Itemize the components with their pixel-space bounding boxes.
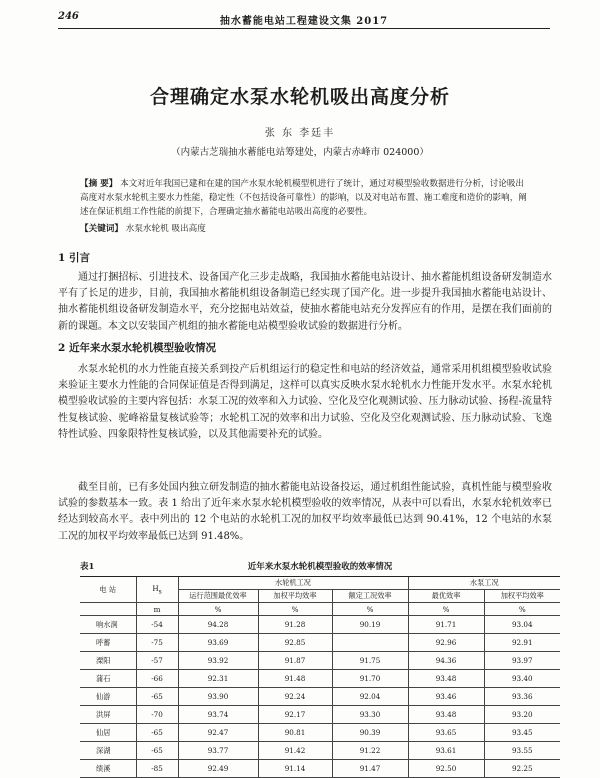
hs-cell: -65 xyxy=(136,724,178,742)
intro-paragraph: 通过打捆招标、引进技术、设备国产化三步走战略，我国抽水蓄能电站设计、抽水蓄能机组设备研发制造水平有了长足的进步，目前，我国抽水蓄能机组设备制造已经实现了国产化。进一步提升我国抽水蓄能电站设计、抽水蓄能机组设备研发制造水平，充分挖掘电站效益，使抽水蓄能电站充分发挥应有的作用，是摆在我们面前的新的课题。本文以安装国产机组的抽水蓄能电站模型验收试验的数据进行分析。 xyxy=(58,272,552,332)
section-heading-model: 2 近年来水泵水轮机模型验收情况 xyxy=(58,342,216,354)
value-cell: 92.17 xyxy=(258,706,332,724)
col-hs-subscript: s xyxy=(158,588,162,596)
table-row xyxy=(80,670,560,688)
unit-cell: % xyxy=(408,603,484,616)
keywords-label: 【关键词】 xyxy=(80,224,123,234)
unit-cell xyxy=(80,603,136,616)
value-cell: 93.45 xyxy=(484,724,560,742)
hs-cell: -66 xyxy=(136,670,178,688)
value-cell: 93.77 xyxy=(178,742,258,760)
value-cell: 93.61 xyxy=(408,742,484,760)
unit-cell: % xyxy=(332,603,408,616)
hs-cell: -65 xyxy=(136,742,178,760)
table-row xyxy=(80,616,560,634)
value-cell: 91.42 xyxy=(258,742,332,760)
value-cell: 92.50 xyxy=(408,760,484,778)
value-cell: 92.91 xyxy=(484,634,560,652)
value-cell: 91.70 xyxy=(332,670,408,688)
hs-cell: -70 xyxy=(136,706,178,724)
value-cell: 93.48 xyxy=(408,670,484,688)
value-cell: 93.40 xyxy=(484,670,560,688)
col-hs-header xyxy=(136,577,178,603)
value-cell: 93.46 xyxy=(408,688,484,706)
table-title: 近年来水泵水轮机模型验收的效率情况 xyxy=(247,562,393,572)
table-row xyxy=(80,634,560,652)
value-cell: 93.36 xyxy=(484,688,560,706)
value-cell: 92.96 xyxy=(408,634,484,652)
unit-cell: % xyxy=(178,603,258,616)
page-number: 246 xyxy=(58,11,79,22)
col-hs-symbol: H xyxy=(152,583,159,593)
station-cell: 溧阳 xyxy=(80,652,136,670)
table-row xyxy=(80,652,560,670)
table-caption xyxy=(80,560,560,574)
section2-paragraph-2: 截至目前，已有多处国内独立研发制造的抽水蓄能电站设备投运，通过机组性能试验，真机性能与模型验收试验的参数基本一致。表 1 给出了近年来水泵水轮机模型验收的效率情况，从表中可以看出，水泵水轮机效率已经达到较高水平。表中列出的 12 个电站的水轮机工况的加权平均效率最低已达到 90.41%，12 个电站的水泵工况的加权平均效率最低已达到 91.48%。 xyxy=(58,482,552,542)
value-cell: 91.22 xyxy=(332,742,408,760)
section2-paragraph-1: 水泵水轮机的水力性能直接关系到投产后机组运行的稳定性和电站的经济效益，通常采用机组模型验收试验来验证主要水力性能的合同保证值是否得到满足，这样可以真实反映水泵水轮机水力性能开发水平。水泵水轮机模型验收试验的主要内容包括：水泵工况的效率和入力试验、空化及空化观测试验、压力脉动试验、扬程-流量特性复核试验、驼峰裕量复核试验等；水轮机工况的效率和出力试验、空化及空化观测试验、压力脉动试验、飞逸特性试验、四象限特性复核试验，以及其他需要补充的试验。 xyxy=(58,364,552,440)
value-cell: 90.81 xyxy=(258,724,332,742)
value-cell: 91.87 xyxy=(258,652,332,670)
efficiency-table xyxy=(80,576,560,778)
subheader: 运行范围最优效率 xyxy=(178,590,258,603)
keywords xyxy=(80,222,530,234)
unit-cell: % xyxy=(258,603,332,616)
value-cell: 93.97 xyxy=(484,652,560,670)
station-cell: 仙游 xyxy=(80,688,136,706)
value-cell: 91.75 xyxy=(332,652,408,670)
station-cell: 洪屏 xyxy=(80,706,136,724)
value-cell: 92.04 xyxy=(332,688,408,706)
pump-group-header: 水泵工况 xyxy=(408,577,560,590)
value-cell: 91.28 xyxy=(258,616,332,634)
value-cell: 92.25 xyxy=(484,760,560,778)
value-cell: 91.71 xyxy=(408,616,484,634)
value-cell: 92.47 xyxy=(178,724,258,742)
paper-title: 合理确定水泵水轮机吸出高度分析 xyxy=(149,86,450,108)
table-number: 表1 xyxy=(80,562,95,572)
subheader: 额定工况效率 xyxy=(332,590,408,603)
value-cell: 93.48 xyxy=(408,706,484,724)
value-cell: 92.49 xyxy=(178,760,258,778)
value-cell: 93.20 xyxy=(484,706,560,724)
unit-cell: m xyxy=(136,603,178,616)
running-header xyxy=(58,10,550,29)
table-row xyxy=(80,742,560,760)
hs-cell: -75 xyxy=(136,634,178,652)
subheader: 加权平均效率 xyxy=(484,590,560,603)
turbine-group-header: 水轮机工况 xyxy=(178,577,408,590)
station-cell: 呼蓄 xyxy=(80,634,136,652)
station-cell: 仙居 xyxy=(80,724,136,742)
value-cell: 90.39 xyxy=(332,724,408,742)
table-row xyxy=(80,724,560,742)
hs-cell: -57 xyxy=(136,652,178,670)
value-cell: 93.92 xyxy=(178,652,258,670)
value-cell: 92.31 xyxy=(178,670,258,688)
value-cell: 93.55 xyxy=(484,742,560,760)
hs-cell: -85 xyxy=(136,760,178,778)
station-cell: 响水涧 xyxy=(80,616,136,634)
table-row xyxy=(80,688,560,706)
value-cell: 94.36 xyxy=(408,652,484,670)
value-cell: 93.69 xyxy=(178,634,258,652)
abstract-label: 【摘 要】 xyxy=(80,179,118,189)
journal-title: 抽水蓄能电站工程建设文集 2017 xyxy=(219,16,389,27)
value-cell: 93.30 xyxy=(332,706,408,724)
authors: 张 东 李廷丰 xyxy=(264,128,336,139)
table-row xyxy=(80,760,560,778)
value-cell: 90.19 xyxy=(332,616,408,634)
value-cell: 94.28 xyxy=(178,616,258,634)
subheader: 最优效率 xyxy=(408,590,484,603)
keywords-text: 水泵水轮机 吸出高度 xyxy=(125,224,206,234)
hs-cell: -54 xyxy=(136,616,178,634)
subheader: 加权平均效率 xyxy=(258,590,332,603)
station-cell: 蒲石 xyxy=(80,670,136,688)
station-cell: 绩溪 xyxy=(80,760,136,778)
value-cell: 91.47 xyxy=(332,760,408,778)
value-cell: 93.65 xyxy=(408,724,484,742)
value-cell: 92.85 xyxy=(258,634,332,652)
abstract-text: 本文对近年我国已建和在建的国产水泵水轮机模型机进行了统计，通过对模型验收数据进行分析，讨论吸出高度对水泵水轮机主要水力性能，稳定性（不包括设备可靠性）的影响，以及对电站布置、施工难度和造价的影响，阐述在保证机组工作性能的前提下，合理确定抽水蓄能电站吸出高度的必要性。 xyxy=(80,179,527,217)
hs-cell: -65 xyxy=(136,688,178,706)
unit-cell: % xyxy=(484,603,560,616)
value-cell: 93.04 xyxy=(484,616,560,634)
value-cell: 91.48 xyxy=(258,670,332,688)
value-cell: 91.14 xyxy=(258,760,332,778)
section-heading-intro: 1 引言 xyxy=(58,252,90,264)
affiliation: （内蒙古芝瑞抽水蓄能电站筹建处，内蒙古赤峰市 024000） xyxy=(171,147,429,158)
abstract xyxy=(80,178,530,220)
value-cell: 92.24 xyxy=(258,688,332,706)
station-cell: 深湖 xyxy=(80,742,136,760)
col-station-header: 电 站 xyxy=(80,577,136,603)
table-row xyxy=(80,706,560,724)
value-cell xyxy=(332,634,408,652)
value-cell: 93.74 xyxy=(178,706,258,724)
value-cell: 93.90 xyxy=(178,688,258,706)
